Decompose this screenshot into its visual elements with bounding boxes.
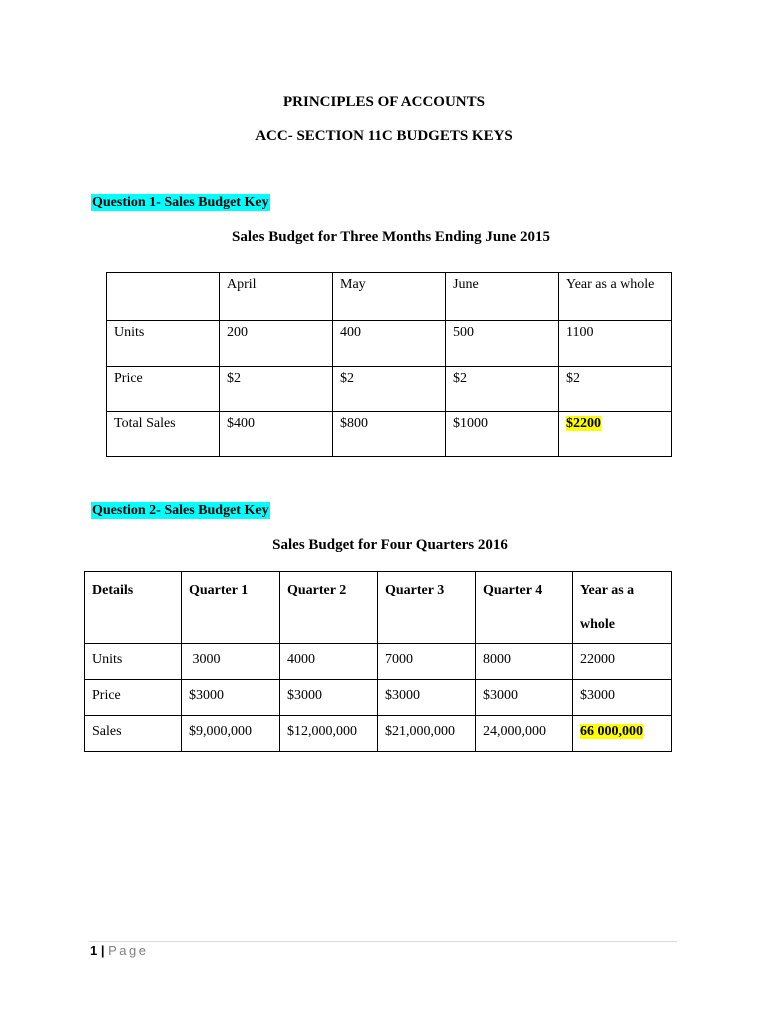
table-header-cell: Quarter 4 — [476, 572, 573, 644]
table-cell: $800 — [333, 412, 446, 457]
table-row — [85, 716, 672, 752]
table-row — [107, 412, 672, 457]
table-cell — [559, 412, 672, 457]
total-sales-answer-highlight: $2200 — [566, 416, 601, 431]
table-header-cell: Details — [85, 572, 182, 644]
table-cell: 1100 — [559, 321, 672, 367]
annual-sales-answer-highlight: 66 000,000 — [580, 724, 643, 739]
table-cell: 200 — [220, 321, 333, 367]
table-header-cell — [107, 273, 220, 321]
table-header-cell: June — [446, 273, 559, 321]
table-cell: $12,000,000 — [280, 716, 378, 752]
question-2-table-heading: Sales Budget for Four Quarters 2016 — [272, 537, 508, 553]
table-cell: $2 — [333, 367, 446, 412]
table-cell: $21,000,000 — [378, 716, 476, 752]
page-number: 1 — [90, 943, 98, 958]
page-footer — [90, 943, 149, 958]
table-cell: $400 — [220, 412, 333, 457]
table-header-cell: Year as a whole — [559, 273, 672, 321]
table-cell: 3000 — [182, 644, 280, 680]
table-cell: Sales — [85, 716, 182, 752]
table-cell: 7000 — [378, 644, 476, 680]
table-row — [85, 680, 672, 716]
table-cell: Price — [85, 680, 182, 716]
table-cell: $3000 — [378, 680, 476, 716]
table-cell: 24,000,000 — [476, 716, 573, 752]
table-cell: $3000 — [280, 680, 378, 716]
table-cell — [573, 716, 672, 752]
table-header-row — [107, 273, 672, 321]
table-cell: $3000 — [182, 680, 280, 716]
table-cell: Total Sales — [107, 412, 220, 457]
footer-divider — [89, 941, 677, 942]
sales-budget-table-2015 — [106, 272, 672, 457]
table-cell: $3000 — [573, 680, 672, 716]
page-word: Page — [108, 943, 149, 958]
sales-budget-table-2016 — [84, 571, 672, 752]
document-title: PRINCIPLES OF ACCOUNTS — [283, 94, 485, 110]
table-header-cell: April — [220, 273, 333, 321]
table-cell: 22000 — [573, 644, 672, 680]
table-row — [107, 367, 672, 412]
table-header-cell: Quarter 2 — [280, 572, 378, 644]
table-cell: 500 — [446, 321, 559, 367]
table-cell: $9,000,000 — [182, 716, 280, 752]
table-cell: 4000 — [280, 644, 378, 680]
table-cell: 400 — [333, 321, 446, 367]
footer-separator: | — [100, 943, 105, 958]
table-cell: $2 — [559, 367, 672, 412]
table-row — [107, 321, 672, 367]
question-2-label: Question 2- Sales Budget Key — [92, 503, 269, 518]
table-cell: 8000 — [476, 644, 573, 680]
table-header-cell: Quarter 3 — [378, 572, 476, 644]
question-1-table-heading: Sales Budget for Three Months Ending June 2015 — [232, 229, 550, 245]
table-cell: $2 — [220, 367, 333, 412]
table-header-cell: May — [333, 273, 446, 321]
table-cell: $1000 — [446, 412, 559, 457]
table-cell: Units — [85, 644, 182, 680]
table-header-cell: Quarter 1 — [182, 572, 280, 644]
question-1-label: Question 1- Sales Budget Key — [92, 195, 269, 210]
table-cell: Price — [107, 367, 220, 412]
table-header-row — [85, 572, 672, 644]
document-subtitle: ACC- SECTION 11C BUDGETS KEYS — [255, 128, 513, 144]
table-cell: $2 — [446, 367, 559, 412]
table-header-cell: Year as a whole — [573, 572, 672, 644]
table-cell: Units — [107, 321, 220, 367]
table-cell: $3000 — [476, 680, 573, 716]
table-row — [85, 644, 672, 680]
